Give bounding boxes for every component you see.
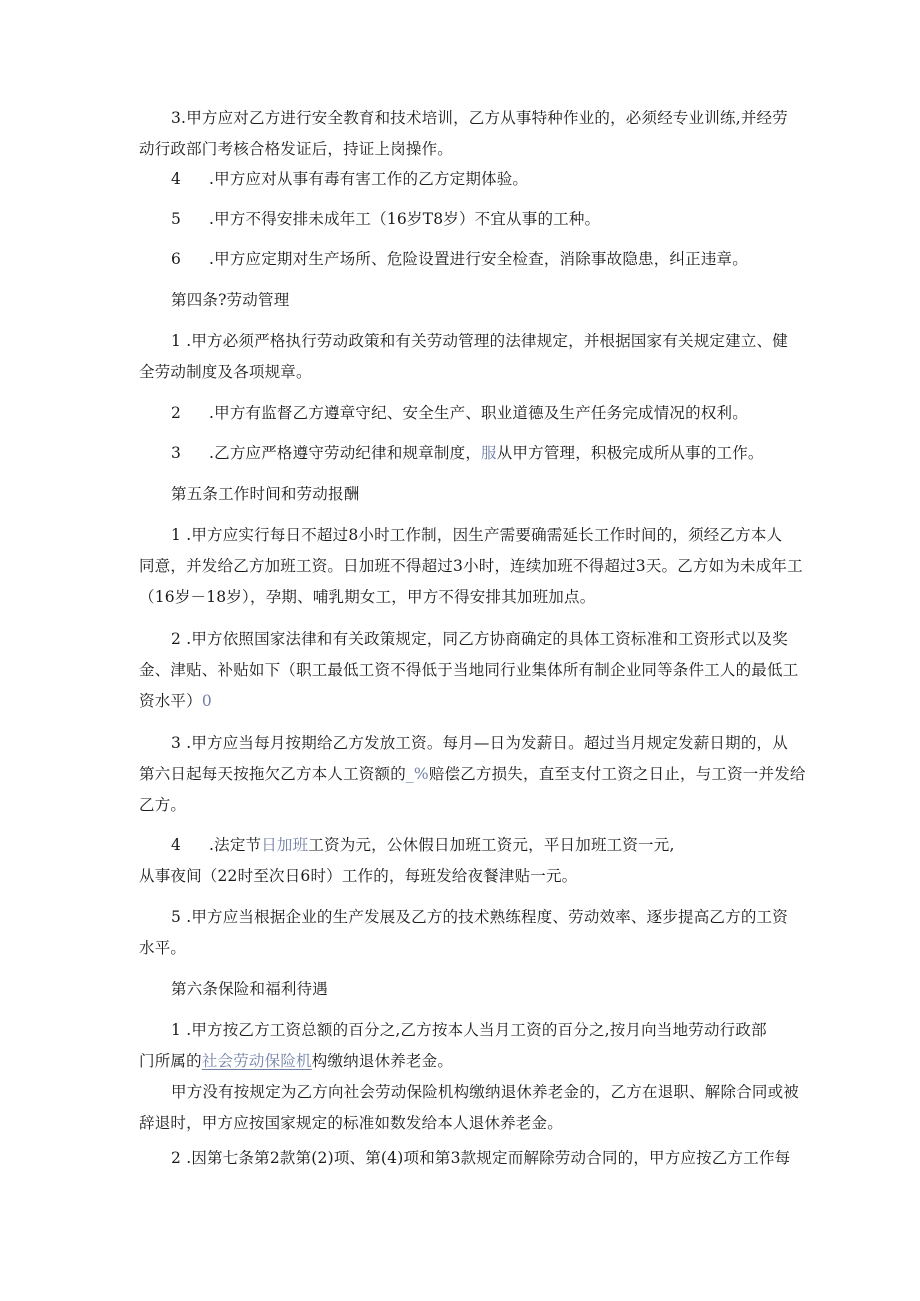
- highlight-text: 日加班: [261, 836, 309, 854]
- item-number: 2: [171, 404, 182, 422]
- item-text: 门所属的: [139, 1052, 202, 1070]
- highlight-text: 0: [201, 692, 212, 710]
- text-line: 辞退时，甲方应按国家规定的标准如数发给本人退休养老金。: [139, 1114, 563, 1132]
- text-line: 从事夜间（22时至次日6时）工作的，每班发给夜餐津贴一元。: [139, 867, 578, 885]
- article-4-heading: [139, 285, 799, 316]
- text-line: 乙方。: [139, 796, 187, 814]
- item-text: 从甲方管理，积极完成所从事的工作。: [496, 444, 764, 462]
- text-line: 1 .甲方应实行每日不超过8小时工作制，因生产需要确需延长工作时间的，须经乙方本人: [171, 526, 783, 544]
- text-line: 5 .甲方应当根据企业的生产发展及乙方的技术熟练程度、劳动效率、逐步提高乙方的工资: [171, 908, 788, 926]
- highlight-text: _%: [405, 765, 429, 783]
- item-number: 4: [171, 170, 182, 188]
- text-line: [139, 759, 806, 790]
- item-text: .乙方应严格遵守劳动纪律和规章制度，: [209, 444, 482, 462]
- item-text: .法定节: [209, 836, 262, 854]
- text-line: （16岁－18岁），孕期、哺乳期女工，甲方不得安排其加班加点。: [139, 588, 596, 606]
- paragraph-contract-termination: [139, 1143, 799, 1174]
- paragraph-health-check: [139, 164, 799, 195]
- text-line: 甲方没有按规定为乙方向社会劳动保险机构缴纳退休养老金的，乙方在退职、解除合同或被: [171, 1083, 800, 1101]
- text-line: [139, 244, 799, 275]
- paragraph-labor-discipline: [139, 438, 799, 469]
- item-text: .甲方应定期对生产场所、危险设置进行安全检查，消除事故隐患，纠正违章。: [209, 250, 748, 268]
- item-number: 6: [171, 250, 182, 268]
- item-number: 5: [171, 210, 182, 228]
- text-line: 2 .因第七条第2款第(2)项、第(4)项和第3款规定而解除劳动合同的，甲方应按乙方工作每: [171, 1149, 791, 1167]
- item-text: .甲方不得安排未成年工（16岁T8岁）不宜从事的工种。: [209, 210, 601, 228]
- paragraph-wage-increase: [139, 902, 799, 964]
- text-line: 水平。: [139, 939, 187, 957]
- paragraph-safety-inspection: [139, 244, 799, 275]
- item-text: .甲方有监督乙方遵章守纪、安全生产、职业道德及生产任务完成情况的权利。: [209, 404, 748, 422]
- text-line: 2 .甲方依照国家法律和有关政策规定，同乙方协商确定的具体工资标准和工资形式以及奖: [171, 630, 788, 648]
- paragraph-minor-work: [139, 204, 799, 235]
- text-line: [139, 398, 799, 429]
- paragraph-pension: [139, 1015, 799, 1139]
- paragraph-wage-payment: [139, 728, 806, 821]
- text-line: 动行政部门考核合格发证后，持证上岗操作。: [139, 140, 454, 158]
- paragraph-wage-standard: [139, 624, 799, 717]
- article-5-heading: [139, 479, 799, 510]
- text-line: 金、津贴、补贴如下（职工最低工资不得低于当地同行业集体所有制企业同等条件工人的最低工: [139, 661, 799, 679]
- text-line: 同意，并发给乙方加班工资。日加班不得超过3小时，连续加班不得超过3天。乙方如为未成年工: [139, 557, 803, 575]
- text-line: [139, 204, 799, 235]
- item-number: 3: [171, 444, 182, 462]
- paragraph-overtime-pay: [139, 830, 799, 892]
- section-title: 第四条?劳动管理: [171, 291, 290, 309]
- text-line: 全劳动制度及各项规章。: [139, 363, 312, 381]
- item-number: 4: [171, 836, 182, 854]
- link-text[interactable]: 社会劳动保险机: [201, 1052, 312, 1070]
- text-line: 3.甲方应对乙方进行安全教育和技术培训，乙方从事特种作业的，必须经专业训练,并经劳: [171, 109, 788, 127]
- item-text: 资水平）: [139, 692, 202, 710]
- paragraph-working-hours: [139, 520, 803, 613]
- item-text: 赔偿乙方损失，直至支付工资之日止，与工资一并发给: [428, 765, 806, 783]
- text-line: 1 .甲方必须严格执行劳动政策和有关劳动管理的法律规定，并根据国家有关规定建立、健: [171, 332, 788, 350]
- text-line: [139, 164, 799, 195]
- highlight-text: 服: [481, 444, 497, 462]
- text-line: [139, 686, 799, 717]
- section-title: 第五条工作时间和劳动报酬: [171, 485, 360, 503]
- paragraph-labor-policy: [139, 326, 799, 388]
- text-line: [139, 438, 799, 469]
- item-text: 工资为元，公休假日加班工资元，平日加班工资一元,: [308, 836, 675, 854]
- item-text: 构缴纳退休养老金。: [311, 1052, 454, 1070]
- text-line: [139, 1046, 799, 1077]
- item-text: 第六日起每天按拖欠乙方本人工资额的: [139, 765, 406, 783]
- text-line: 3 .甲方应当每月按期给乙方发放工资。每月—日为发薪日。超过当月规定发薪日期的，从: [171, 734, 788, 752]
- section-title: 第六条保险和福利待遇: [171, 980, 329, 998]
- text-line: 1 .甲方按乙方工资总额的百分之,乙方按本人当月工资的百分之,按月向当地劳动行政部: [171, 1021, 767, 1039]
- article-6-heading: [139, 974, 799, 1005]
- paragraph-supervision-right: [139, 398, 799, 429]
- paragraph-safety-training: [139, 103, 799, 165]
- item-text: .甲方应对从事有毒有害工作的乙方定期体验。: [209, 170, 529, 188]
- text-line: [139, 830, 799, 861]
